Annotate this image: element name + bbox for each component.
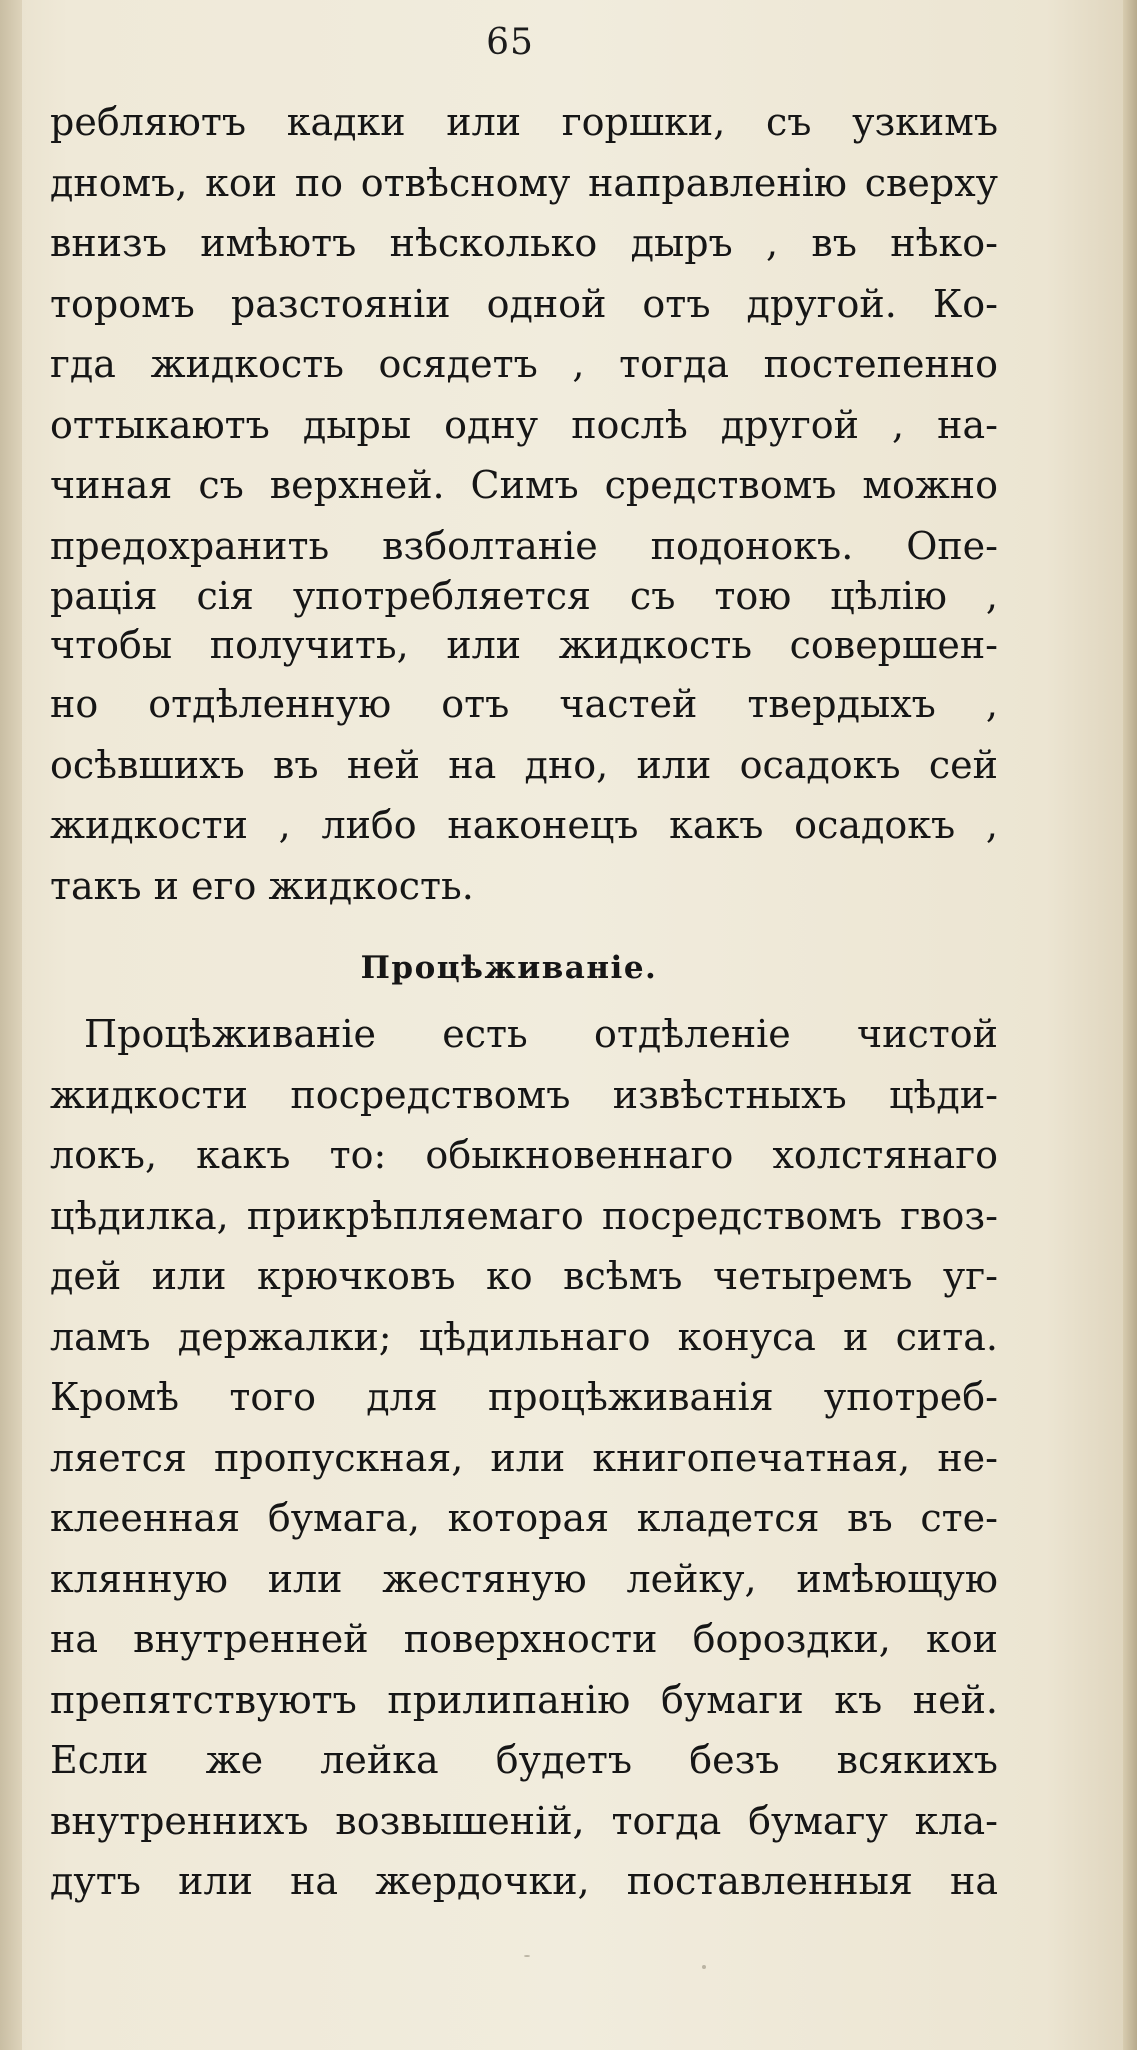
paper-speck bbox=[210, 1510, 213, 1513]
text-line: гда жидкость осядетъ , тогда постепенно bbox=[50, 342, 998, 386]
text-line: жидкости посредствомъ извѣстныхъ цѣди- bbox=[50, 1072, 998, 1117]
text-line: Если же лейка будетъ безъ всякихъ bbox=[50, 1738, 998, 1782]
page-gutter bbox=[0, 0, 22, 2050]
text-line: такъ и его жидкость. bbox=[50, 863, 474, 908]
text-line: цѣдилка, прикрѣпляемаго посредствомъ гвоз- bbox=[50, 1193, 998, 1238]
text-line: дей или крючковъ ко всѣмъ четыремъ уг- bbox=[50, 1254, 998, 1298]
text-line: чиная съ верхней. Симъ средствомъ можно bbox=[50, 463, 998, 507]
text-line: оттыкаютъ дыры одну послѣ другой , на- bbox=[50, 402, 998, 447]
text-line: ляется пропускная, или книгопечатная, не- bbox=[50, 1435, 998, 1480]
text-line: Кромѣ того для процѣживанія употреб- bbox=[50, 1375, 998, 1419]
text-line: внутреннихъ возвышеній, тогда бумагу кла- bbox=[50, 1798, 998, 1843]
paragraph-continued bbox=[50, 92, 998, 916]
text-line: торомъ разстояніи одной отъ другой. Ко- bbox=[50, 281, 998, 326]
text-line: рація сія употребляется съ тою цѣлію , bbox=[50, 574, 998, 618]
paragraph-new-section bbox=[50, 1004, 998, 1912]
text-line: чтобы получить, или жидкость совершен- bbox=[50, 623, 998, 667]
text-line: ребляютъ кадки или горшки, съ узкимъ bbox=[50, 100, 998, 144]
text-line: но отдѣленную отъ частей твердыхъ , bbox=[50, 682, 998, 726]
paragraph-1 bbox=[50, 92, 998, 916]
text-line: на внутренней поверхности бороздки, кои bbox=[50, 1617, 998, 1661]
text-line: клеенная бумага, которая кладется въ сте- bbox=[50, 1496, 998, 1540]
paragraph-2 bbox=[50, 1004, 998, 1912]
text-line: предохранить взболтаніе подонокъ. Опе- bbox=[50, 523, 998, 568]
text-line: препятствуютъ прилипанію бумаги къ ней. bbox=[50, 1677, 998, 1722]
paper-speck bbox=[524, 1955, 530, 1957]
text-line: жидкости , либо наконецъ какъ осадокъ , bbox=[50, 803, 998, 847]
section-heading: Процѣживаніе. bbox=[360, 950, 658, 986]
text-line: локъ, какъ то: обыкновеннаго холстянаго bbox=[50, 1133, 998, 1177]
text-line: клянную или жестяную лейку, имѣющую bbox=[50, 1556, 998, 1601]
text-line: осѣвшихъ въ ней на дно, или осадокъ сей bbox=[50, 742, 998, 787]
text-line: ламъ держалки; цѣдильнаго конуса и сита. bbox=[50, 1314, 998, 1359]
paper-speck bbox=[702, 1965, 706, 1969]
page-number: 65 bbox=[486, 22, 534, 63]
text-line: дутъ или на жердочки, поставленныя на bbox=[50, 1859, 998, 1903]
text-line: Процѣживаніе есть отдѣленіе чистой bbox=[84, 1012, 998, 1056]
text-line: внизъ имѣютъ нѣсколько дыръ , въ нѣко- bbox=[50, 221, 998, 265]
page-edge bbox=[1123, 0, 1137, 2050]
section-heading-block bbox=[50, 938, 998, 998]
text-line: дномъ, кои по отвѣсному направленію сверху bbox=[50, 160, 998, 205]
